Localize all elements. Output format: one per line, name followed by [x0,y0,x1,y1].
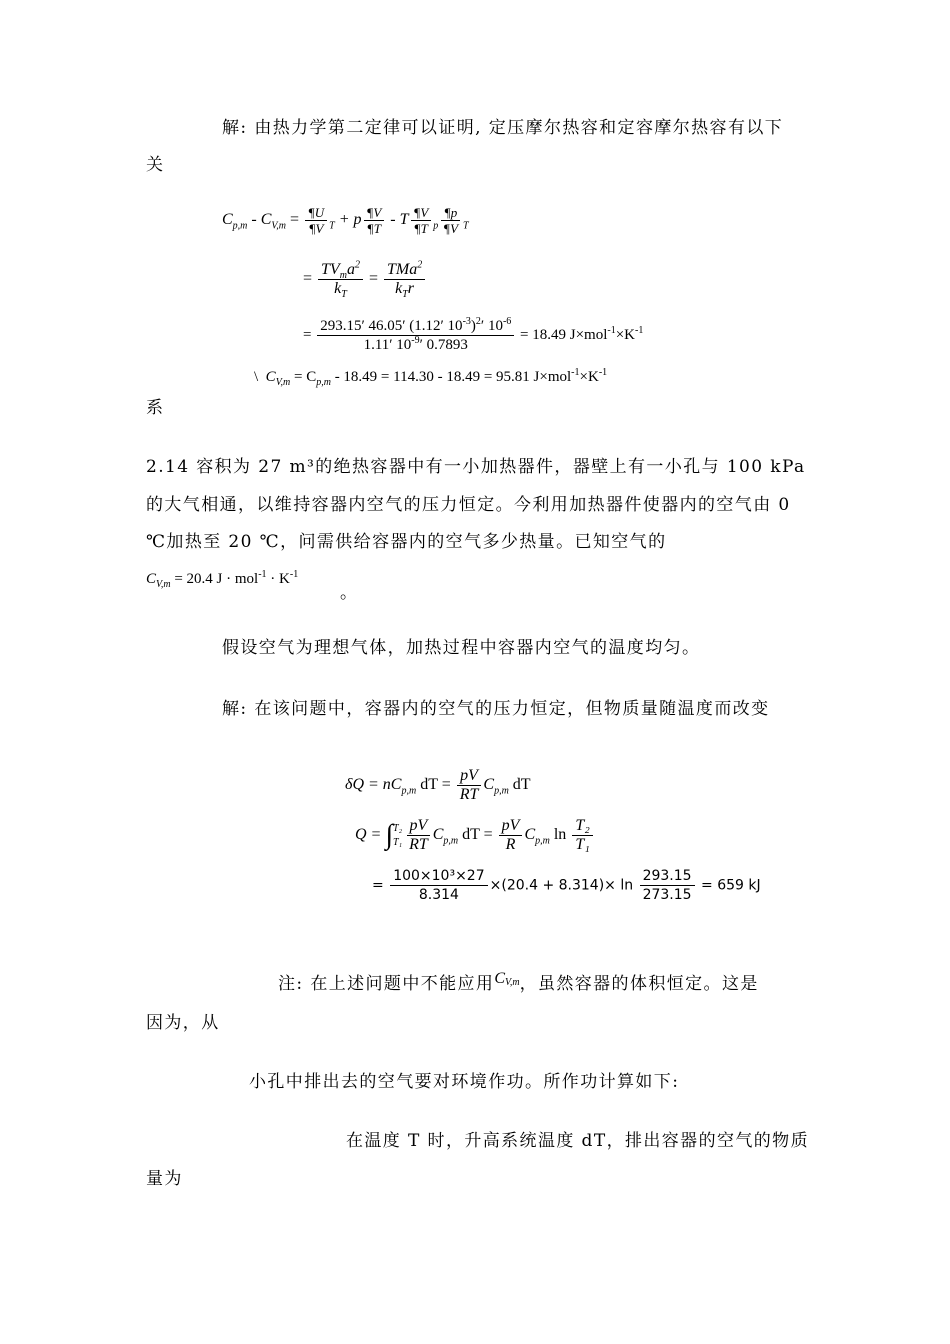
paragraph-temperature-line-2: 量为 [146,1169,183,1189]
problem-statement-line-2: 的大气相通，以维持容器内空气的压力恒定。今利用加热器件使器内的空气由 0 [146,495,791,515]
note-line-2: 因为，从 [146,1013,220,1033]
equation-line-1: $C_{p,m} - C_{V,m}$ = $\frac{\P U}{\P V}$ $_T$ + p $\frac{\P V}{\P T}$ - T $\frac{\P V}{\P T}$ $_p$ $\frac{\P p}{\P V}$ $_T$ [222,205,469,236]
problem-statement-line-1: 2.14 容积为 27 m³的绝热容器中有一小加热器件，器壁上有一小孔与 100 kPa [146,457,806,477]
given-cv-formula: $C_{V,m} = 20.4$ $J \cdot mol^{-1} \cdot K^{-1}$ [146,569,299,590]
given-cv-period: 。 [340,583,359,603]
equation-line-2: = $\frac{TV_ma^2}{k_T}$ = $\frac{TMa^2}{k_Tr}$ [303,262,427,297]
note-line-1: 注: 在上述问题中不能应用$C^{V,m}$，虽然容器的体积恒定。这是 [278,970,759,994]
assumption-paragraph: 假设空气为理想气体，加热过程中容器内空气的温度均匀。 [222,638,701,658]
equation-line-3: = $\frac{293.15' 46.05' (1.12' 10^{-3})^2' 10^{-6}}{1.11' 10^{-9}' 0.7893}$ = 18.49 $J\times mol^{-1}\times K^{-1}$ [303,316,644,353]
equation-line-4: \ $C_{V,m} = C_{p,m} - 18.49 = 114.30 - 18.49 = 95.81$ $J\times mol^{-1}\times K^{-1}$ [254,367,608,388]
paragraph-solution-intro-end: 系 [146,398,165,418]
heat-equation-line-1: $\delta Q = nC_{p,m}$ dT = $\frac{pV}{RT}$ $C_{p,m}$ dT [345,767,531,803]
paragraph-hole-work: 小孔中排出去的空气要对环境作功。所作功计算如下: [249,1072,680,1092]
heat-equation-line-2: Q = ∫ T₂ T₁ $\frac{pV}{RT}$ $C_{p,m}$ dT = $\frac{pV}{R}$ $C_{p,m}$ ln $\frac{\text{T₂}}{\text{T₁}}$ [355,818,595,853]
problem-statement-line-3: ℃加热至 20 ℃，问需供给容器内的空气多少热量。已知空气的 [146,532,667,552]
solution-paragraph: 解: 在该问题中，容器内的空气的压力恒定，但物质量随温度而改变 [222,699,770,719]
heat-equation-line-3: = $\frac{\text{100×10³×27}}{8.314}$ ×(20.4 + 8.314)× ln $\frac{293.15}{273.15}$ = 659 kJ [372,868,761,903]
paragraph-solution-intro-cont: 关 [146,155,165,175]
paragraph-solution-intro: 解: 由热力学第二定律可以证明, 定压摩尔热容和定容摩尔热容有以下 [222,118,784,138]
paragraph-temperature-line-1: 在温度 T 时，升高系统温度 dT，排出容器的空气的物质 [346,1131,809,1151]
